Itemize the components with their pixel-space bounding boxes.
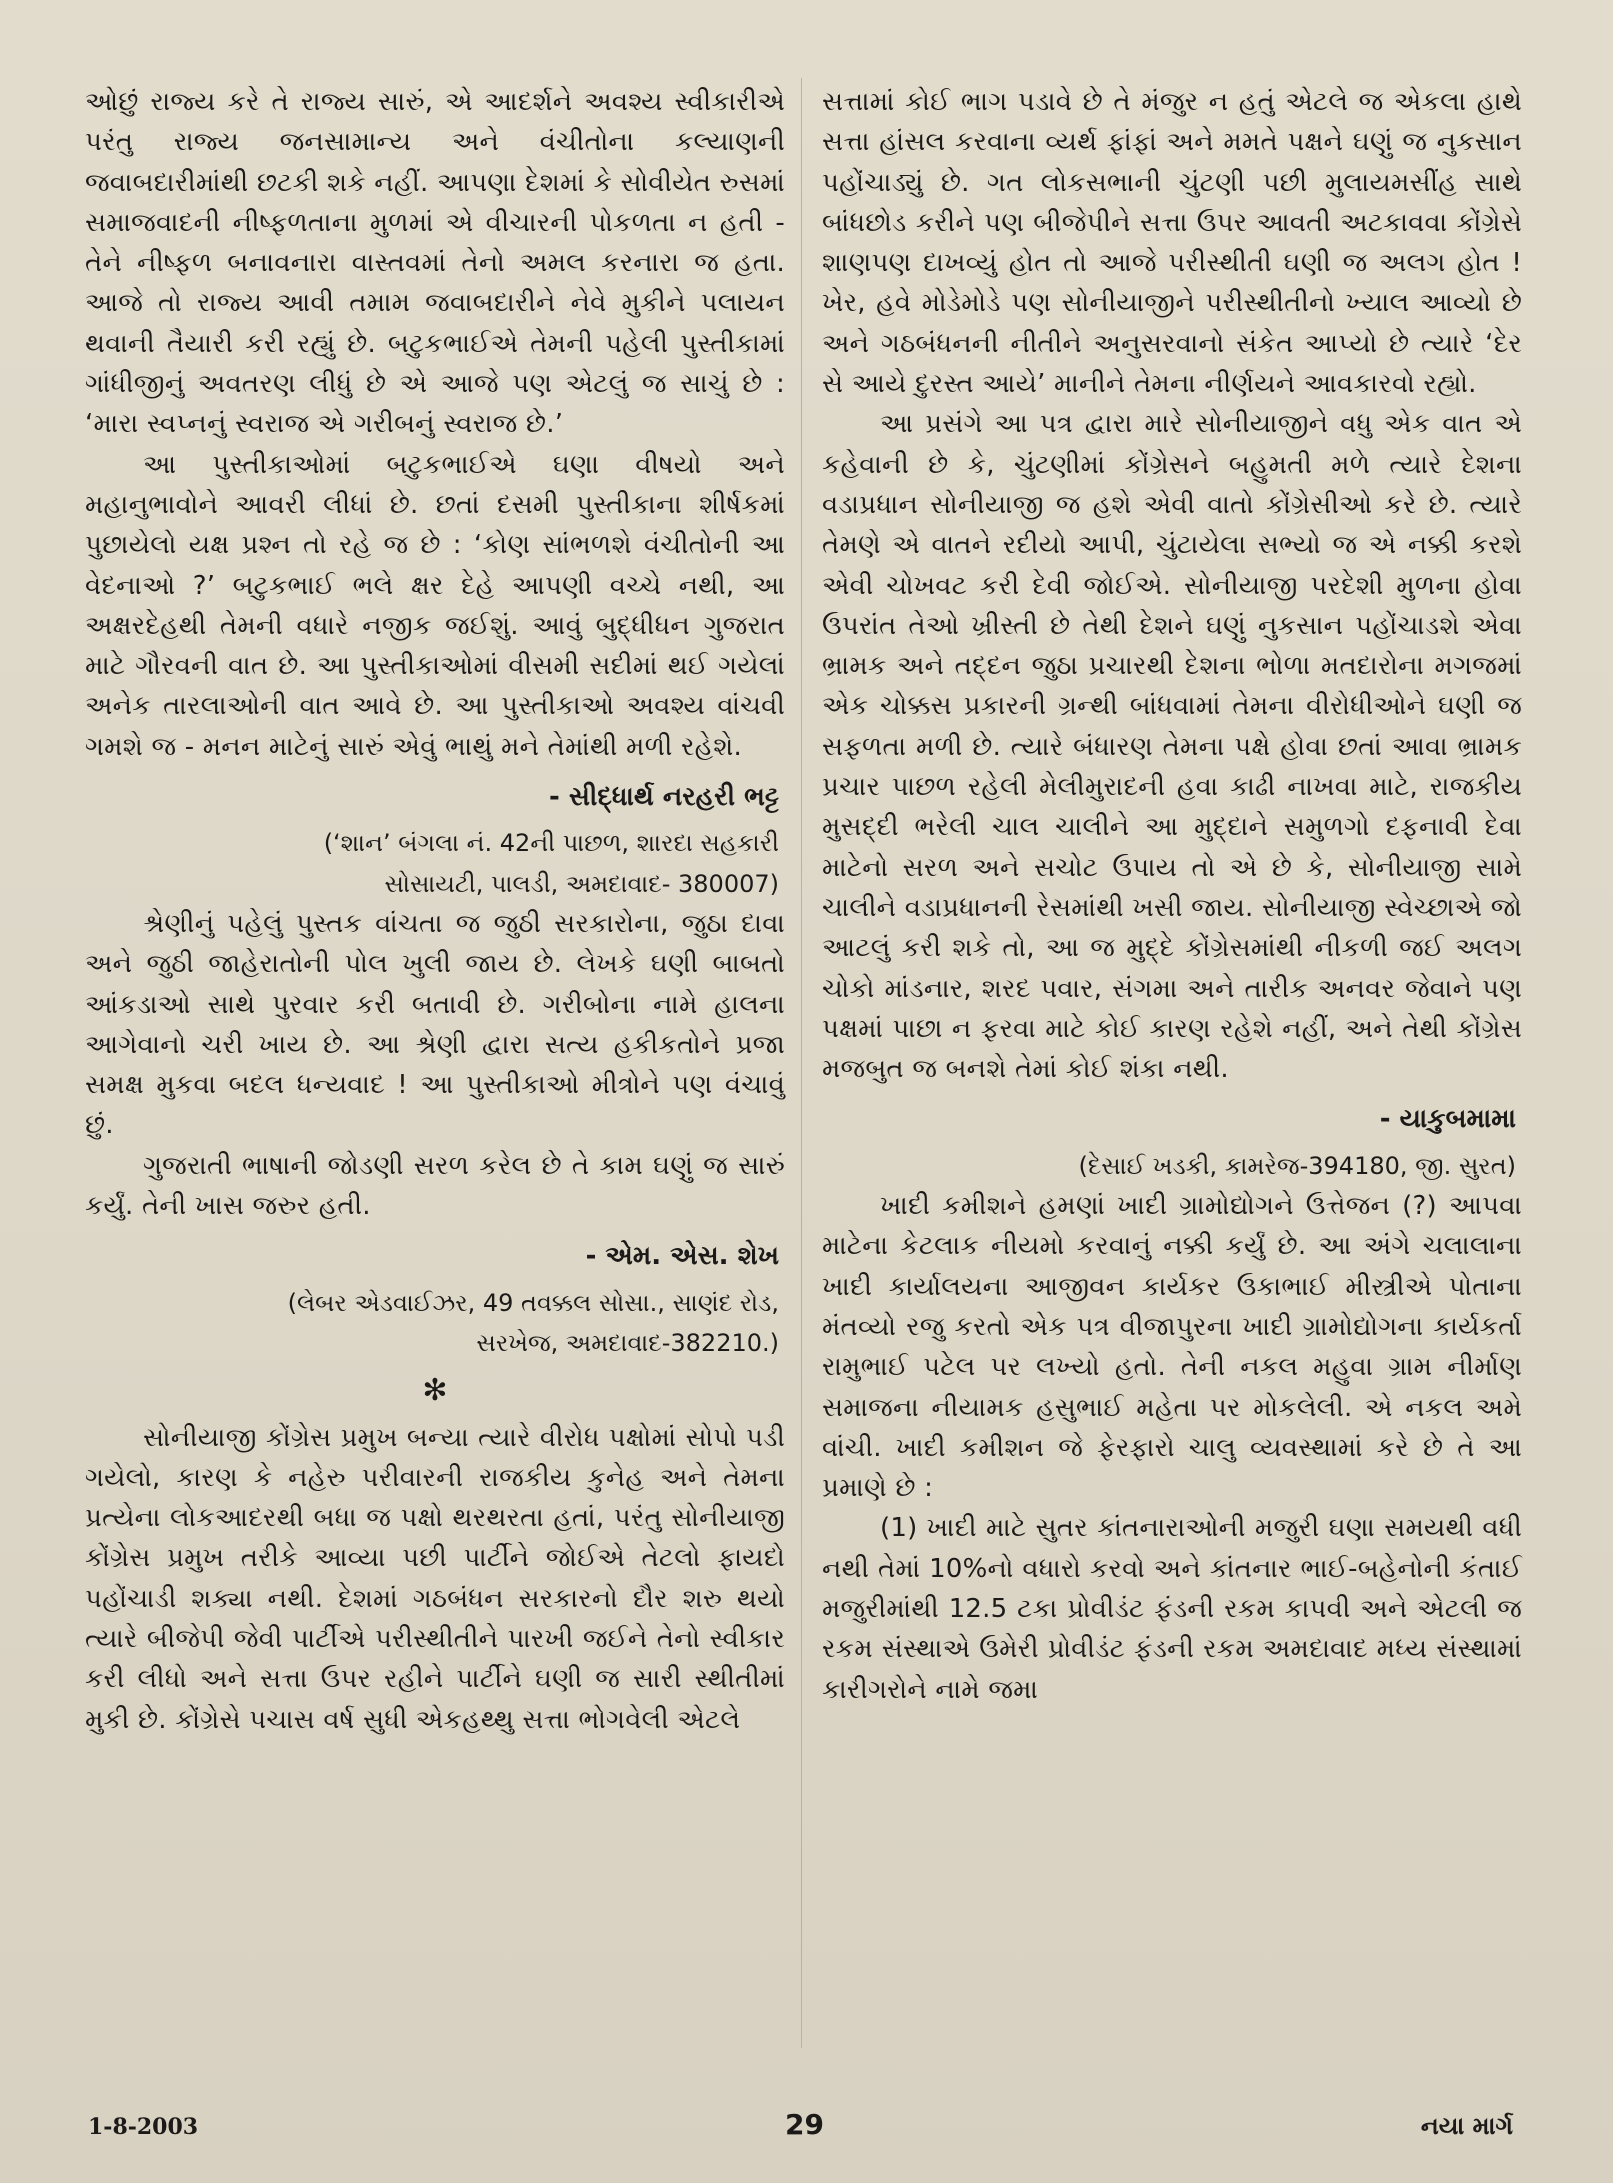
address-bhatt-line-1: (‘શાન’ બંગલા નં. 42ની પાછળ, શારદા સહકારી	[323, 829, 779, 858]
signature-yakubmama: - યાકુબમામા	[1379, 1104, 1516, 1135]
left-paragraph-3: શ્રેણીનું પહેલું પુસ્તક વાંચતા જ જુઠી સરકારોના, જુઠા દાવા અને જુઠી જાહેરાતોની પોલ ખુલી જાય છે. લેખકે ઘણી બાબતો આંકડાઓ સાથે પુરવાર કરી બતાવી છે. ગરીબોના નામે હાલના આગેવાનો ચરી ખાય છે. આ શ્રેણી દ્વારા સત્ય હકીકતોને પ્રજા સમક્ષ મુકવા બદલ ધન્યવાદ ! આ પુસ્તીકાઓ મીત્રોને પણ વંચાવું છું.	[85, 908, 785, 1141]
issue-date: 1-8-2003	[88, 2114, 199, 2140]
page-footer	[0, 2108, 1613, 2148]
right-paragraph-3: ખાદી કમીશને હમણાં ખાદી ગ્રામોદ્યોગને ઉત્તેજન (?) આપવા માટેના કેટલાક નીયમો કરવાનું નક્કી કર્યું છે. આ અંગે ચલાલાના ખાદી કાર્યાલયના આજીવન કાર્યકર ઉકાભાઈ મીસ્ત્રીએ પોતાના મંતવ્યો રજુ કરતો એક પત્ર વીજાપુરના ખાદી ગ્રામોદ્યોગના કાર્યકર્તા રામુભાઈ પટેલ પર લખ્યો હતો. તેની નકલ મહુવા ગ્રામ નીર્માણ સમાજના નીયામક હસુભાઈ મહેતા પર મોકલેલી. એ નકલ અમે વાંચી. ખાદી કમીશન જે ફેરફારો ચાલુ વ્યવસ્થામાં કરે છે તે આ પ્રમાણે છે :	[822, 1191, 1522, 1504]
address-bhatt-line-2: સોસાયટી, પાલડી, અમદાવાદ- 380007)	[384, 869, 779, 898]
left-paragraph-2: આ પુસ્તીકાઓમાં બટુકભાઈએ ઘણા વીષયો અને મહાનુભાવોને આવરી લીધાં છે. છતાં દસમી પુસ્તીકાના શીર્ષકમાં પુછાયેલો યક્ષ પ્રશ્ન તો રહે જ છે : ‘કોણ સાંભળશે વંચીતોની આ વેદનાઓ ?’ બટુકભાઈ ભલે ક્ષર દેહે આપણી વચ્ચે નથી, આ અક્ષરદેહથી તેમની વધારે નજીક જઈશું. આવું બુદ્ધીધન ગુજરાત માટે ગૌરવની વાત છે. આ પુસ્તીકાઓમાં વીસમી સદીમાં થઈ ગયેલાં અનેક તારલાઓની વાત આવે છે. આ પુસ્તીકાઓ અવશ્ય વાંચવી ગમશે જ - મનન માટેનું સારું એવું ભાથું મને તેમાંથી મળી રહેશે.	[85, 449, 785, 762]
column-divider	[801, 78, 802, 2048]
section-separator-asterisk: ✻	[422, 1373, 448, 1409]
left-paragraph-1: ઓછું રાજ્ય કરે તે રાજ્ય સારું, એ આદર્શને અવશ્ય સ્વીકારીએ પરંતુ રાજ્ય જનસામાન્ય અને વંચીતોના કલ્યાણની જવાબદારીમાંથી છટકી શકે નહીં. આપણા દેશમાં કે સોવીયેત રુસમાં સમાજવાદની નીષ્ફળતાના મુળમાં એ વીચારની પોકળતા ન હતી - તેને નીષ્ફળ બનાવનારા વાસ્તવમાં તેનો અમલ કરનારા જ હતા. આજે તો રાજ્ય આવી તમામ જવાબદારીને નેવે મુકીને પલાયન થવાની તૈયારી કરી રહ્યું છે. બટુકભાઈએ તેમની પહેલી પુસ્તીકામાં ગાંધીજીનું અવતરણ લીધું છે એ આજે પણ એટલું જ સાચું છે : ‘મારા સ્વપ્નનું સ્વરાજ એ ગરીબનું સ્વરાજ છે.’	[85, 87, 785, 440]
signature-bhatt: - સીદ્ધાર્થ નરહરી ભટ્ટ	[549, 782, 779, 813]
right-paragraph-4: (1) ખાદી માટે સુતર કાંતનારાઓની મજુરી ઘણા સમયથી વધી નથી તેમાં 10%નો વધારો કરવો અને કાંતનાર ભાઈ-બહેનોની કંતાઈ મજુરીમાંથી 12.5 ટકા પ્રોવીડંટ ફંડની રકમ કાપવી અને એટલી જ રકમ સંસ્થાએ ઉમેરી પ્રોવીડંટ ફંડની રકમ અમદાવાદ મધ્ય સંસ્થામાં કારીગરોને નામે જમા	[822, 1513, 1522, 1705]
right-column	[822, 82, 1522, 1710]
left-paragraph-5: સોનીયાજી કોંગ્રેસ પ્રમુખ બન્યા ત્યારે વીરોધ પક્ષોમાં સોપો પડી ગયેલો, કારણ કે નહેરુ પરીવારની રાજકીય કુનેહ અને તેમના પ્રત્યેના લોકઆદરથી બધા જ પક્ષો થરથરતા હતાં, પરંતુ સોનીયાજી કોંગ્રેસ પ્રમુખ તરીકે આવ્યા પછી પાર્ટીને જોઈએ તેટલો ફાયદો પહોંચાડી શક્યા નથી. દેશમાં ગઠબંધન સરકારનો દૌર શરુ થયો ત્યારે બીજેપી જેવી પાર્ટીએ પરીસ્થીતીને પારખી જઈને તેનો સ્વીકાર કરી લીધો અને સત્તા ઉપર રહીને પાર્ટીને ઘણી જ સારી સ્થીતીમાં મુકી છે. કોંગ્રેસે પચાસ વર્ષ સુધી એકહથ્થુ સત્તા ભોગવેલી એટલે	[85, 1422, 785, 1735]
address-shaikh-line-1: (લેબર એડવાઈઝર, 49 તવક્કલ સોસા., સાણંદ રોડ,	[287, 1288, 779, 1317]
address-shaikh-line-2: સરખેજ, અમદાવાદ-382210.)	[476, 1328, 779, 1357]
page-number: 29	[785, 2108, 824, 2141]
left-column	[85, 82, 785, 1740]
magazine-name: નયા માર્ગ	[1420, 2112, 1513, 2140]
address-yakubmama: (દેસાઈ ખડકી, કામરેજ-394180, જી. સુરત)	[1078, 1151, 1516, 1180]
signature-shaikh: - એમ. એસ. શેખ	[585, 1241, 779, 1272]
right-paragraph-1: સત્તામાં કોઈ ભાગ પડાવે છે તે મંજુર ન હતું એટલે જ એકલા હાથે સત્તા હાંસલ કરવાના વ્યર્થ ફાંફાં અને મમતે પક્ષને ઘણું જ નુકસાન પહોંચાડ્યું છે. ગત લોકસભાની ચુંટણી પછી મુલાયમસીંહ સાથે બાંધછોડ કરીને પણ બીજેપીને સત્તા ઉપર આવતી અટકાવવા કોંગ્રેસે શાણપણ દાખવ્યું હોત તો આજે પરીસ્થીતી ઘણી જ અલગ હોત ! ખેર, હવે મોડેમોડે પણ સોનીયાજીને પરીસ્થીતીનો ખ્યાલ આવ્યો છે અને ગઠબંધનની નીતીને અનુસરવાનો સંકેત આપ્યો છે ત્યારે ‘દેર સે આયે દુરસ્ત આયે’ માનીને તેમના નીર્ણયને આવકારવો રહ્યો.	[822, 87, 1522, 400]
left-paragraph-4: ગુજરાતી ભાષાની જોડણી સરળ કરેલ છે તે કામ ઘણું જ સારું કર્યું. તેની ખાસ જરુર હતી.	[85, 1150, 785, 1222]
right-paragraph-2: આ પ્રસંગે આ પત્ર દ્વારા મારે સોનીયાજીને વધુ એક વાત એ કહેવાની છે કે, ચુંટણીમાં કોંગ્રેસને બહુમતી મળે ત્યારે દેશના વડાપ્રધાન સોનીયાજી જ હશે એવી વાતો કોંગ્રેસીઓ કરે છે. ત્યારે તેમણે એ વાતને રદીયો આપી, ચુંટાયેલા સભ્યો જ એ નક્કી કરશે એવી ચોખવટ કરી દેવી જોઈએ. સોનીયાજી પરદેશી મુળના હોવા ઉપરાંત તેઓ ખ્રીસ્તી છે તેથી દેશને ઘણું નુકસાન પહોંચાડશે એવા ભ્રામક અને તદ્દન જુઠા પ્રચારથી દેશના ભોળા મતદારોના મગજમાં એક ચોક્કસ પ્રકારની ગ્રન્થી બાંધવામાં તેમના વીરોધીઓને ઘણી જ સફળતા મળી છે. ત્યારે બંધારણ તેમના પક્ષે હોવા છતાં આવા ભ્રામક પ્રચાર પાછળ રહેલી મેલીમુરાદની હવા કાઢી નાખવા માટે, રાજકીય મુસદ્દી ભરેલી ચાલ ચાલીને આ મુદ્દાને સમુળગો દફનાવી દેવા માટેનો સરળ અને સચોટ ઉપાય તો એ છે કે, સોનીયાજી સામે ચાલીને વડાપ્રધાનની રેસમાંથી ખસી જાય. સોનીયાજી સ્વેચ્છાએ જો આટલું કરી શકે તો, આ જ મુદ્દે કોંગ્રેસમાંથી નીકળી જઈ અલગ ચોકો માંડનાર, શરદ પવાર, સંગમા અને તારીક અનવર જેવાને પણ પક્ષમાં પાછા ન ફરવા માટે કોઈ કારણ રહેશે નહીં, અને તેથી કોંગ્રેસ મજબુત જ બનશે તેમાં કોઈ શંકા નથી.	[822, 409, 1522, 1085]
